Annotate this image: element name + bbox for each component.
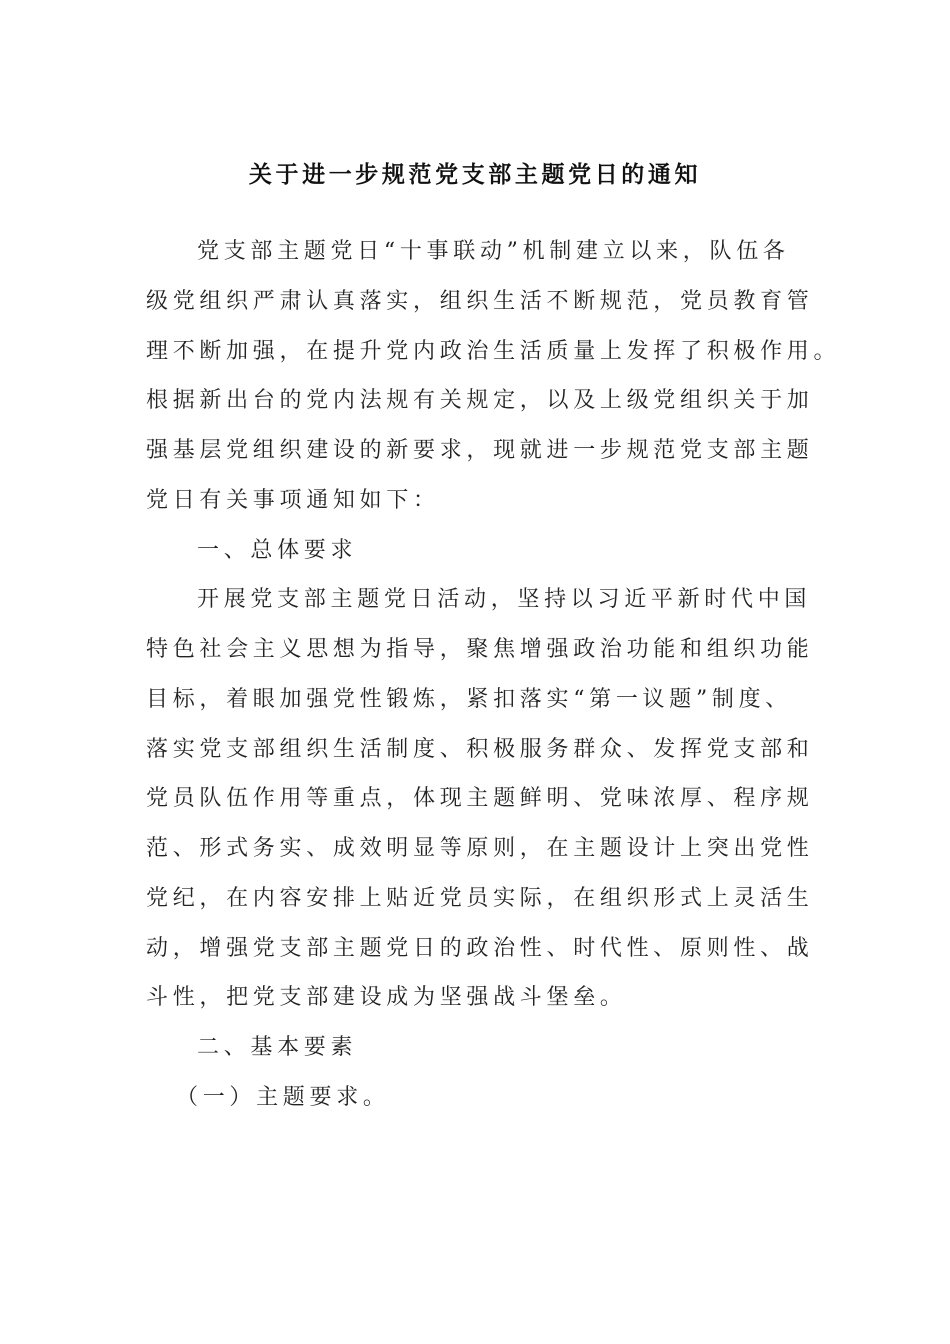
paragraph-line: 级党组织严肃认真落实，组织生活不断规范，党员教育管 bbox=[146, 288, 814, 314]
document-body bbox=[146, 227, 841, 1123]
paragraph-line: 目标，着眼加强党性锻炼，紧扣落实“第一议题”制度、 bbox=[146, 686, 792, 712]
paragraph-line: 落实党支部组织生活制度、积极服务群众、发挥党支部和 bbox=[146, 736, 814, 762]
subsection-heading: （一）主题要求。 bbox=[176, 1084, 390, 1110]
paragraph-line: 斗性，把党支部建设成为坚强战斗堡垒。 bbox=[146, 985, 627, 1011]
paragraph-line: 党员队伍作用等重点，体现主题鲜明、党味浓厚、程序规 bbox=[146, 786, 814, 812]
paragraph-line: 开展党支部主题党日活动，坚持以习近平新时代中国 bbox=[197, 587, 812, 613]
paragraph-line: 根据新出台的党内法规有关规定，以及上级党组织关于加 bbox=[146, 388, 814, 414]
section-heading-2: 二、基本要素 bbox=[197, 1035, 358, 1060]
paragraph-line: 党支部主题党日“十事联动”机制建立以来，队伍各 bbox=[197, 239, 790, 264]
paragraph-line: 强基层党组织建设的新要求，现就进一步规范党支部主题 bbox=[146, 438, 814, 463]
paragraph-line: 特色社会主义思想为指导，聚焦增强政治功能和组织功能 bbox=[146, 637, 814, 662]
paragraph-line: 理不断加强，在提升党内政治生活质量上发挥了积极作用。 bbox=[146, 338, 841, 364]
paragraph-line: 范、形式务实、成效明显等原则，在主题设计上突出党性 bbox=[146, 836, 814, 861]
paragraph-line: 党纪，在内容安排上贴近党员实际，在组织形式上灵活生 bbox=[146, 885, 814, 911]
document-title: 关于进一步规范党支部主题党日的通知 bbox=[248, 162, 702, 188]
section-heading-1: 一、总体要求 bbox=[197, 537, 358, 563]
paragraph-line: 动，增强党支部主题党日的政治性、时代性、原则性、战 bbox=[146, 935, 814, 961]
paragraph-line: 党日有关事项通知如下： bbox=[146, 487, 440, 513]
